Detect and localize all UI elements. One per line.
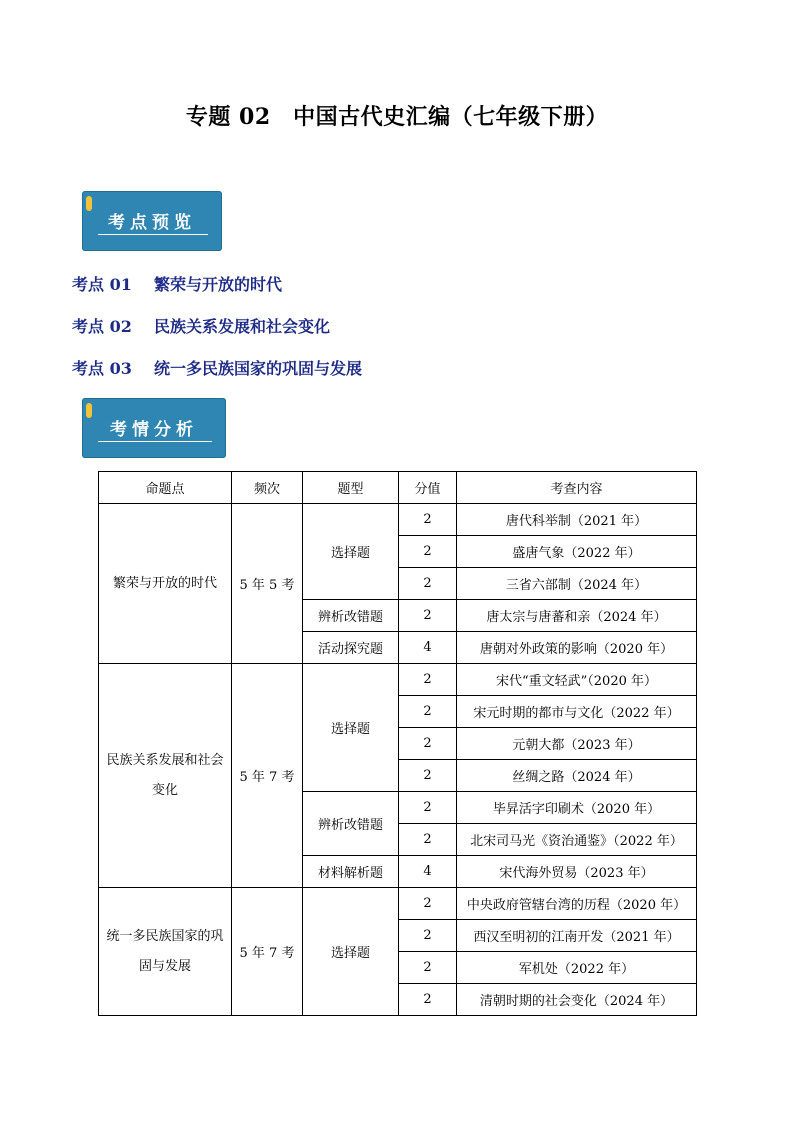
- score-cell: 2: [399, 888, 457, 920]
- badge-label: 考点预览: [108, 213, 196, 233]
- exam-point-number: 考点 03: [72, 359, 132, 378]
- exam-point-label: 繁荣与开放的时代: [154, 275, 283, 294]
- score-cell: 2: [399, 696, 457, 728]
- score-cell: 2: [399, 792, 457, 824]
- content-cell: 盛唐气象（2022 年）: [457, 536, 697, 568]
- content-cell: 三省六部制（2024 年）: [457, 568, 697, 600]
- question-type-cell: 选择题: [303, 888, 399, 1016]
- score-cell: 2: [399, 824, 457, 856]
- header-score: 分值: [399, 472, 457, 504]
- header-topic: 命题点: [99, 472, 232, 504]
- exam-point-item: [72, 314, 362, 335]
- exam-point-item: [72, 272, 362, 293]
- score-cell: 2: [399, 536, 457, 568]
- header-question-type: 题型: [303, 472, 399, 504]
- header-frequency: 频次: [232, 472, 303, 504]
- frequency-cell: 5 年 5 考: [232, 504, 303, 664]
- content-cell: 毕昇活字印刷术（2020 年）: [457, 792, 697, 824]
- page-title: 专题 02 中国古代史汇编（七年级下册）: [185, 104, 609, 130]
- topic-cell: 统一多民族国家的巩固与发展: [99, 888, 232, 1016]
- score-cell: 2: [399, 984, 457, 1016]
- question-type-cell: 选择题: [303, 664, 399, 792]
- question-type-cell: 活动探究题: [303, 632, 399, 664]
- content-cell: 唐太宗与唐蕃和亲（2024 年）: [457, 600, 697, 632]
- score-cell: 2: [399, 760, 457, 792]
- badge-underline: [98, 441, 212, 442]
- content-cell: 军机处（2022 年）: [457, 952, 697, 984]
- score-cell: 2: [399, 952, 457, 984]
- content-cell: 中央政府管辖台湾的历程（2020 年）: [457, 888, 697, 920]
- section-badge-analysis: [82, 398, 226, 458]
- content-cell: 唐代科举制（2021 年）: [457, 504, 697, 536]
- header-content: 考查内容: [457, 472, 697, 504]
- table-row: [99, 504, 697, 536]
- question-type-cell: 选择题: [303, 504, 399, 600]
- score-cell: 2: [399, 664, 457, 696]
- content-cell: 宋元时期的都市与文化（2022 年）: [457, 696, 697, 728]
- badge-underline: [98, 234, 208, 235]
- score-cell: 2: [399, 728, 457, 760]
- question-type-cell: 辨析改错题: [303, 792, 399, 856]
- score-cell: 2: [399, 920, 457, 952]
- score-cell: 4: [399, 632, 457, 664]
- content-cell: 元朝大都（2023 年）: [457, 728, 697, 760]
- frequency-cell: 5 年 7 考: [232, 664, 303, 888]
- exam-point-label: 统一多民族国家的巩固与发展: [154, 359, 363, 378]
- section-badge-preview: [82, 191, 222, 251]
- frequency-cell: 5 年 7 考: [232, 888, 303, 1016]
- exam-point-list: [72, 272, 362, 398]
- score-cell: 2: [399, 504, 457, 536]
- score-cell: 2: [399, 568, 457, 600]
- question-type-cell: 辨析改错题: [303, 600, 399, 632]
- content-cell: 宋代“重文轻武”（2020 年）: [457, 664, 697, 696]
- content-cell: 宋代海外贸易（2023 年）: [457, 856, 697, 888]
- question-type-cell: 材料解析题: [303, 856, 399, 888]
- exam-point-item: [72, 356, 362, 377]
- table-row: [99, 888, 697, 920]
- table-header-row: [99, 472, 697, 504]
- table-body: [99, 504, 697, 1016]
- exam-point-number: 考点 01: [72, 275, 132, 294]
- content-cell: 清朝时期的社会变化（2024 年）: [457, 984, 697, 1016]
- topic-cell: 民族关系发展和社会变化: [99, 664, 232, 888]
- content-cell: 北宋司马光《资治通鉴》（2022 年）: [457, 824, 697, 856]
- score-cell: 2: [399, 600, 457, 632]
- content-cell: 丝绸之路（2024 年）: [457, 760, 697, 792]
- exam-point-label: 民族关系发展和社会变化: [154, 317, 331, 336]
- score-cell: 4: [399, 856, 457, 888]
- content-cell: 唐朝对外政策的影响（2020 年）: [457, 632, 697, 664]
- table-row: [99, 664, 697, 696]
- content-cell: 西汉至明初的江南开发（2021 年）: [457, 920, 697, 952]
- topic-cell: 繁荣与开放的时代: [99, 504, 232, 664]
- exam-point-number: 考点 02: [72, 317, 132, 336]
- badge-label: 考情分析: [110, 420, 198, 440]
- exam-analysis-table: [98, 471, 697, 1016]
